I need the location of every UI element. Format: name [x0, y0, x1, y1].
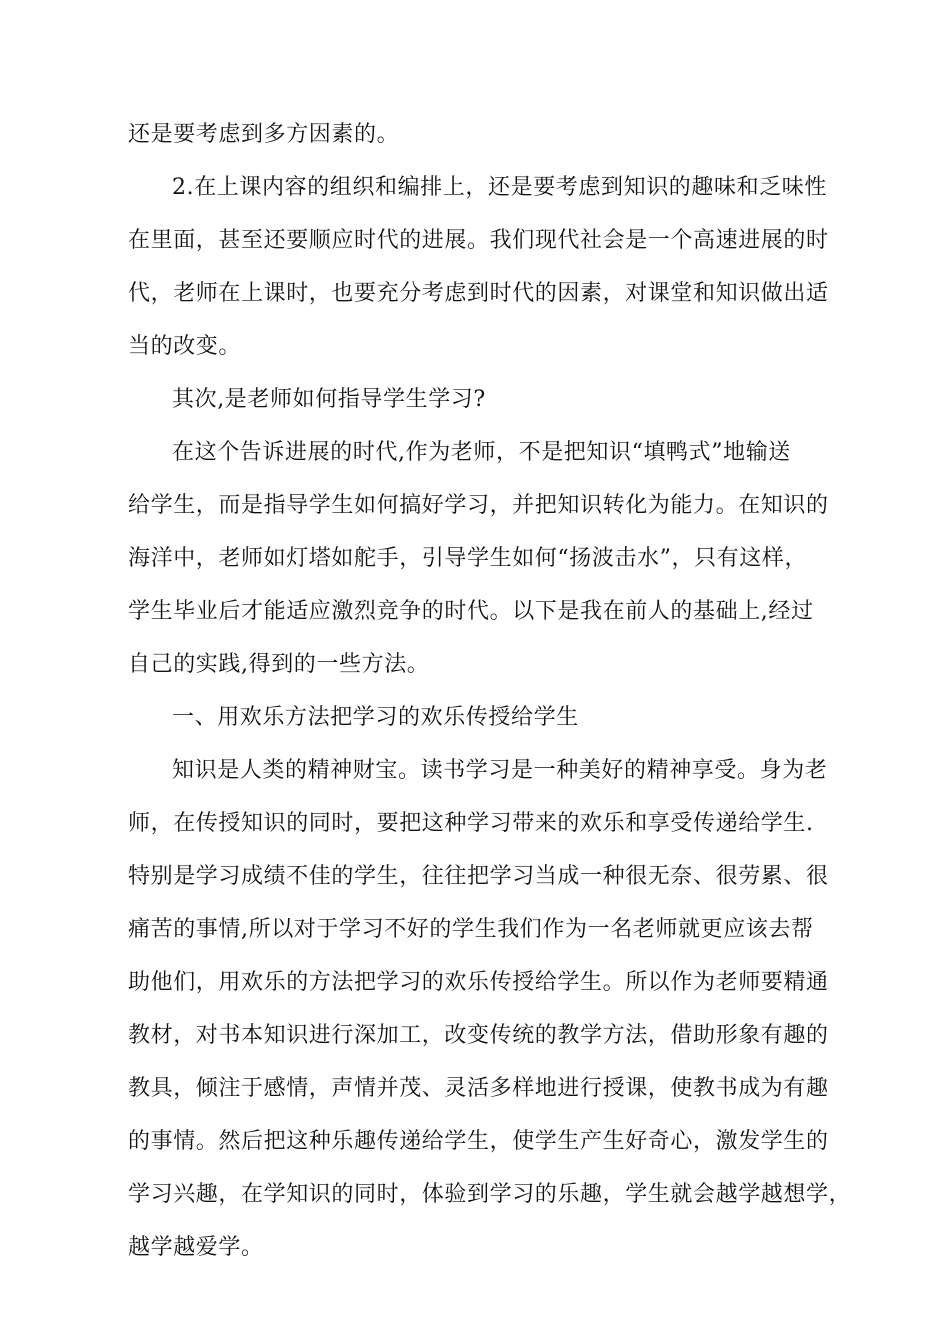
- text-line: 学习兴趣，在学知识的同时，体验到学习的乐趣，学生就会越学越想学，: [128, 1182, 852, 1207]
- text-line: 教材，对书本知识进行深加工，改变传统的教学方法，借助形象有趣的: [128, 1023, 829, 1048]
- text-line: 给学生，而是指导学生如何搞好学习，并把知识转化为能力。在知识的: [128, 493, 829, 518]
- section-heading: 其次,是老师如何指导学生学习?: [172, 387, 486, 412]
- text-line: 当的改变。: [128, 334, 242, 359]
- text-line: 在里面，甚至还要顺应时代的进展。我们现代社会是一个高速进展的时: [128, 228, 829, 253]
- text-line: 助他们，用欢乐的方法把学习的欢乐传授给学生。所以作为老师要精通: [128, 970, 829, 995]
- section-heading: 一、用欢乐方法把学习的欢乐传授给学生: [172, 705, 579, 730]
- text-line: 知识是人类的精神财宝。读书学习是一种美好的精神享受。身为老: [172, 758, 828, 783]
- text-line: 特别是学习成绩不佳的学生，往往把学习当成一种很无奈、很劳累、很: [128, 864, 829, 889]
- text-line: 在这个告诉进展的时代,作为老师，不是把知识“填鸭式”地输送: [172, 440, 791, 465]
- text-line: 代，老师在上课时，也要充分考虑到时代的因素，对课堂和知识做出适: [128, 281, 829, 306]
- text-line: 的事情。然后把这种乐趣传递给学生，使学生产生好奇心，激发学生的: [128, 1129, 829, 1154]
- text-line: 师，在传授知识的同时，要把这种学习带来的欢乐和享受传递给学生.: [128, 811, 814, 836]
- text-line: 学生毕业后才能适应激烈竞争的时代。以下是我在前人的基础上,经过: [128, 599, 814, 624]
- text-line: 痛苦的事情,所以对于学习不好的学生我们作为一名老师就更应该去帮: [128, 917, 814, 942]
- text-line: 2.在上课内容的组织和编排上，还是要考虑到知识的趣味和乏味性: [172, 175, 827, 200]
- text-line: 越学越爱学。: [128, 1235, 264, 1260]
- text-line: 还是要考虑到多方因素的。: [128, 122, 400, 147]
- text-line: 教具，倾注于感情，声情并茂、灵活多样地进行授课，使教书成为有趣: [128, 1076, 829, 1101]
- text-line: 海洋中，老师如灯塔如舵手，引导学生如何“扬波击水”，只有这样，: [128, 546, 808, 571]
- text-line: 自己的实践,得到的一些方法。: [128, 652, 430, 677]
